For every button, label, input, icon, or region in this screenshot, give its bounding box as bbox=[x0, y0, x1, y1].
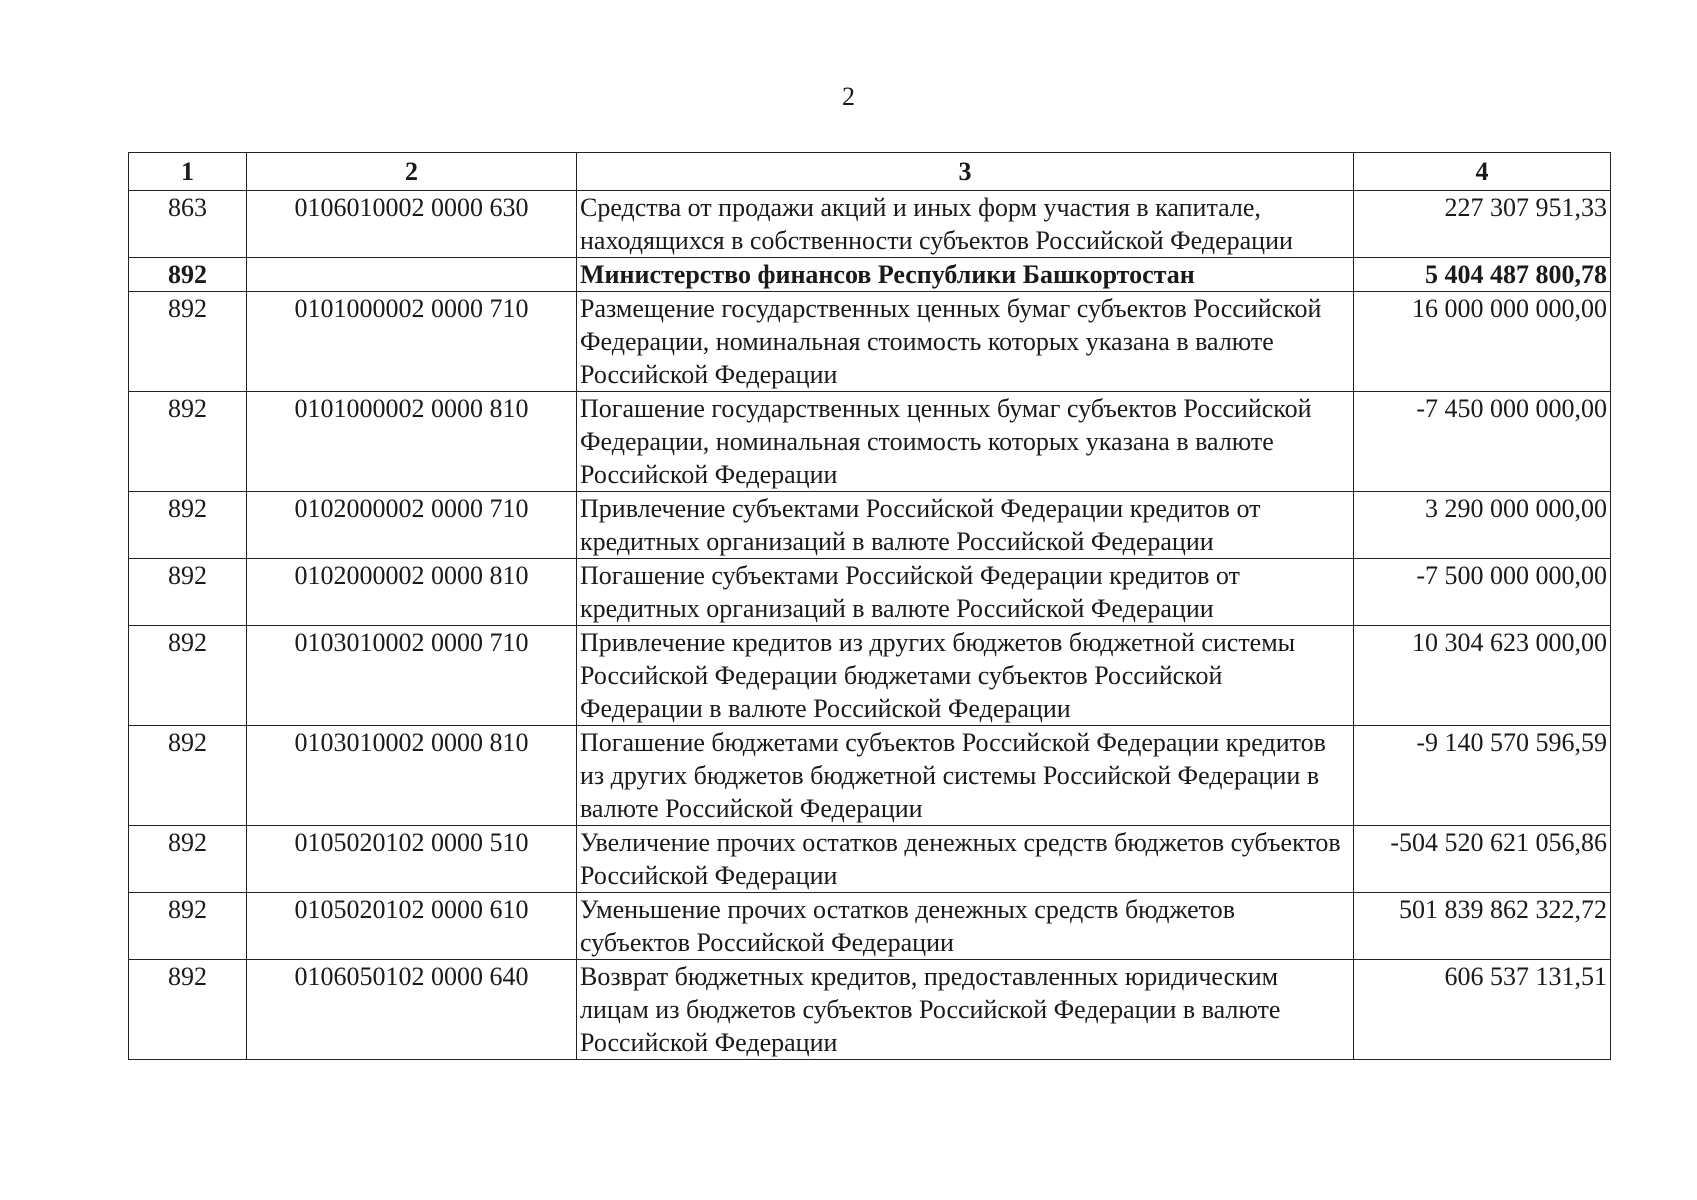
admin-code-cell: 892 bbox=[129, 626, 247, 726]
source-name-cell: Средства от продажи акций и иных форм участия в капитале, находящихся в собственности субъектов Российской Федерации bbox=[577, 191, 1354, 258]
table-header-row bbox=[129, 153, 1611, 191]
source-name-cell: Погашение государственных ценных бумаг субъектов Российской Федерации, номинальная стоимость которых указана в валюте Российской Федерации bbox=[577, 392, 1354, 492]
page-number: 2 bbox=[842, 82, 855, 111]
table-row bbox=[129, 392, 1611, 492]
column-header-2: 2 bbox=[247, 153, 577, 191]
admin-code-cell: 892 bbox=[129, 392, 247, 492]
amount-cell: 227 307 951,33 bbox=[1354, 191, 1611, 258]
amount-cell: 606 537 131,51 bbox=[1354, 960, 1611, 1060]
admin-code-cell: 892 bbox=[129, 292, 247, 392]
admin-code-cell: 863 bbox=[129, 191, 247, 258]
amount-cell: 5 404 487 800,78 bbox=[1354, 258, 1611, 292]
classification-code-cell: 0105020102 0000 510 bbox=[247, 826, 577, 893]
source-name-cell: Погашение бюджетами субъектов Российской Федерации кредитов из других бюджетов бюджетной системы Российской Федерации в валюте Российской Федерации bbox=[577, 726, 1354, 826]
source-name-cell: Размещение государственных ценных бумаг субъектов Российской Федерации, номинальная стоимость которых указана в валюте Российской Федерации bbox=[577, 292, 1354, 392]
source-name-cell: Погашение субъектами Российской Федерации кредитов от кредитных организаций в валюте Российской Федерации bbox=[577, 559, 1354, 626]
amount-cell: -504 520 621 056,86 bbox=[1354, 826, 1611, 893]
admin-code-cell: 892 bbox=[129, 893, 247, 960]
classification-code-cell: 0103010002 0000 810 bbox=[247, 726, 577, 826]
admin-code-cell: 892 bbox=[129, 960, 247, 1060]
admin-code-cell: 892 bbox=[129, 258, 247, 292]
amount-cell: 10 304 623 000,00 bbox=[1354, 626, 1611, 726]
source-name-cell: Привлечение субъектами Российской Федерации кредитов от кредитных организаций в валюте Российской Федерации bbox=[577, 492, 1354, 559]
table-row bbox=[129, 726, 1611, 826]
column-header-1: 1 bbox=[129, 153, 247, 191]
table-row bbox=[129, 292, 1611, 392]
source-name-cell: Увеличение прочих остатков денежных средств бюджетов субъектов Российской Федерации bbox=[577, 826, 1354, 893]
classification-code-cell: 0105020102 0000 610 bbox=[247, 893, 577, 960]
amount-cell: 501 839 862 322,72 bbox=[1354, 893, 1611, 960]
source-name-cell: Привлечение кредитов из других бюджетов бюджетной системы Российской Федерации бюджетами субъектов Российской Федерации в валюте Российской Федерации bbox=[577, 626, 1354, 726]
classification-code-cell: 0103010002 0000 710 bbox=[247, 626, 577, 726]
classification-code-cell: 0102000002 0000 810 bbox=[247, 559, 577, 626]
classification-code-cell: 0101000002 0000 810 bbox=[247, 392, 577, 492]
table-row bbox=[129, 626, 1611, 726]
classification-code-cell bbox=[247, 258, 577, 292]
table-body bbox=[129, 191, 1611, 1060]
amount-cell: 3 290 000 000,00 bbox=[1354, 492, 1611, 559]
admin-code-cell: 892 bbox=[129, 726, 247, 826]
admin-code-cell: 892 bbox=[129, 826, 247, 893]
column-header-4: 4 bbox=[1354, 153, 1611, 191]
classification-code-cell: 0102000002 0000 710 bbox=[247, 492, 577, 559]
admin-code-cell: 892 bbox=[129, 559, 247, 626]
table-row bbox=[129, 191, 1611, 258]
amount-cell: 16 000 000 000,00 bbox=[1354, 292, 1611, 392]
source-name-cell: Возврат бюджетных кредитов, предоставленных юридическим лицам из бюджетов субъектов Российской Федерации в валюте Российской Федерации bbox=[577, 960, 1354, 1060]
amount-cell: -7 500 000 000,00 bbox=[1354, 559, 1611, 626]
table-row bbox=[129, 559, 1611, 626]
column-header-3: 3 bbox=[577, 153, 1354, 191]
classification-code-cell: 0106010002 0000 630 bbox=[247, 191, 577, 258]
admin-code-cell: 892 bbox=[129, 492, 247, 559]
table-row bbox=[129, 893, 1611, 960]
table-row bbox=[129, 492, 1611, 559]
table-row bbox=[129, 826, 1611, 893]
table-row bbox=[129, 258, 1611, 292]
amount-cell: -9 140 570 596,59 bbox=[1354, 726, 1611, 826]
table-row bbox=[129, 960, 1611, 1060]
source-name-cell: Уменьшение прочих остатков денежных средств бюджетов субъектов Российской Федерации bbox=[577, 893, 1354, 960]
classification-code-cell: 0106050102 0000 640 bbox=[247, 960, 577, 1060]
budget-sources-table bbox=[128, 152, 1611, 1060]
classification-code-cell: 0101000002 0000 710 bbox=[247, 292, 577, 392]
source-name-cell: Министерство финансов Республики Башкортостан bbox=[577, 258, 1354, 292]
amount-cell: -7 450 000 000,00 bbox=[1354, 392, 1611, 492]
